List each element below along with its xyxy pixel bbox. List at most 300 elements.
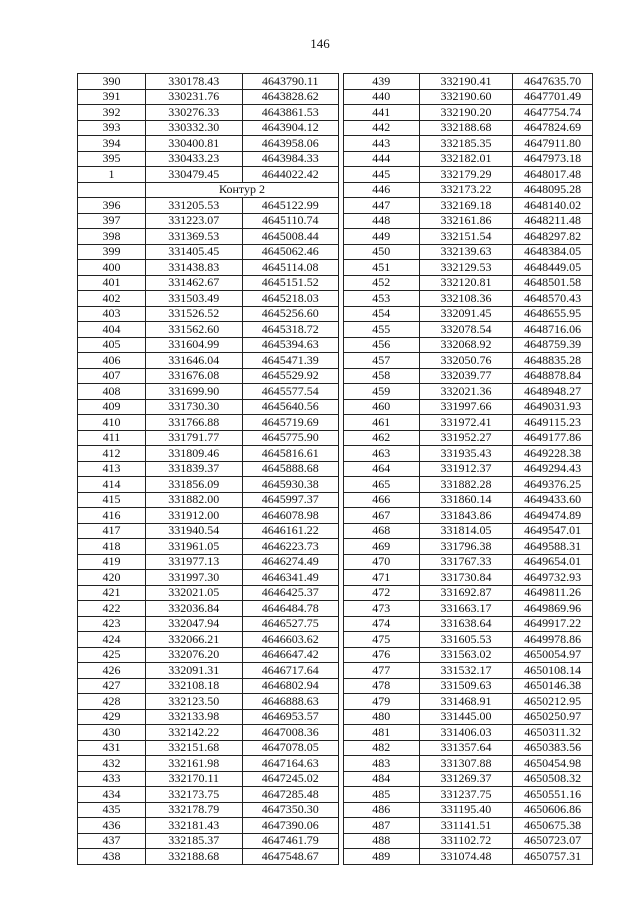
x-coordinate-cell: 332039.77 bbox=[419, 368, 513, 384]
table-row bbox=[78, 709, 339, 725]
point-number-cell: 440 bbox=[344, 89, 420, 105]
table-row bbox=[78, 508, 339, 524]
y-coordinate-cell: 4643790.11 bbox=[242, 74, 339, 90]
y-coordinate-cell: 4647548.67 bbox=[242, 849, 339, 865]
y-coordinate-cell: 4645008.44 bbox=[242, 229, 339, 245]
y-coordinate-cell: 4648017.48 bbox=[513, 167, 593, 183]
table-row bbox=[344, 647, 593, 663]
y-coordinate-cell: 4644022.42 bbox=[242, 167, 339, 183]
point-number-cell: 469 bbox=[344, 539, 420, 555]
table-row bbox=[78, 632, 339, 648]
x-coordinate-cell: 331796.38 bbox=[419, 539, 513, 555]
x-coordinate-cell: 331961.05 bbox=[146, 539, 242, 555]
y-coordinate-cell: 4645775.90 bbox=[242, 430, 339, 446]
table-row bbox=[78, 89, 339, 105]
point-number-cell: 427 bbox=[78, 678, 146, 694]
table-row bbox=[78, 585, 339, 601]
point-number-cell: 474 bbox=[344, 616, 420, 632]
x-coordinate-cell: 332091.45 bbox=[419, 306, 513, 322]
x-coordinate-cell: 331860.14 bbox=[419, 492, 513, 508]
point-number-cell: 445 bbox=[344, 167, 420, 183]
x-coordinate-cell: 332151.54 bbox=[419, 229, 513, 245]
point-number-cell: 428 bbox=[78, 694, 146, 710]
y-coordinate-cell: 4648759.39 bbox=[513, 337, 593, 353]
x-coordinate-cell: 331102.72 bbox=[419, 833, 513, 849]
x-coordinate-cell: 331205.53 bbox=[146, 198, 242, 214]
coordinates-table-right bbox=[343, 73, 593, 865]
point-number-cell: 488 bbox=[344, 833, 420, 849]
y-coordinate-cell: 4647973.18 bbox=[513, 151, 593, 167]
table-row bbox=[78, 756, 339, 772]
x-coordinate-cell: 332078.54 bbox=[419, 322, 513, 338]
x-coordinate-cell: 332179.29 bbox=[419, 167, 513, 183]
y-coordinate-cell: 4647701.49 bbox=[513, 89, 593, 105]
y-coordinate-cell: 4647008.36 bbox=[242, 725, 339, 741]
x-coordinate-cell: 331509.63 bbox=[419, 678, 513, 694]
x-coordinate-cell: 332170.11 bbox=[146, 771, 242, 787]
y-coordinate-cell: 4647285.48 bbox=[242, 787, 339, 803]
table-row bbox=[344, 74, 593, 90]
table-row bbox=[78, 678, 339, 694]
x-coordinate-cell: 331692.87 bbox=[419, 585, 513, 601]
x-coordinate-cell: 331369.53 bbox=[146, 229, 242, 245]
y-coordinate-cell: 4645577.54 bbox=[242, 384, 339, 400]
point-number-cell: 465 bbox=[344, 477, 420, 493]
table-row bbox=[78, 771, 339, 787]
point-number-cell: 457 bbox=[344, 353, 420, 369]
y-coordinate-cell: 4649978.86 bbox=[513, 632, 593, 648]
y-coordinate-cell: 4649177.86 bbox=[513, 430, 593, 446]
x-coordinate-cell: 332185.35 bbox=[419, 136, 513, 152]
point-number-cell: 480 bbox=[344, 709, 420, 725]
table-row bbox=[344, 291, 593, 307]
table-row bbox=[78, 601, 339, 617]
y-coordinate-cell: 4645110.74 bbox=[242, 213, 339, 229]
point-number-cell: 396 bbox=[78, 198, 146, 214]
x-coordinate-cell: 331843.86 bbox=[419, 508, 513, 524]
x-coordinate-cell: 331977.13 bbox=[146, 554, 242, 570]
x-coordinate-cell: 331526.52 bbox=[146, 306, 242, 322]
y-coordinate-cell: 4649294.43 bbox=[513, 461, 593, 477]
y-coordinate-cell: 4646341.49 bbox=[242, 570, 339, 586]
y-coordinate-cell: 4650675.38 bbox=[513, 818, 593, 834]
point-number-cell: 451 bbox=[344, 260, 420, 276]
table-row bbox=[344, 756, 593, 772]
table-row bbox=[344, 182, 593, 198]
x-coordinate-cell: 331406.03 bbox=[419, 725, 513, 741]
y-coordinate-cell: 4647461.79 bbox=[242, 833, 339, 849]
x-coordinate-cell: 332142.22 bbox=[146, 725, 242, 741]
x-coordinate-cell: 331997.66 bbox=[419, 399, 513, 415]
y-coordinate-cell: 4643828.62 bbox=[242, 89, 339, 105]
point-number-cell: 416 bbox=[78, 508, 146, 524]
y-coordinate-cell: 4649811.26 bbox=[513, 585, 593, 601]
table-row bbox=[344, 585, 593, 601]
y-coordinate-cell: 4650108.14 bbox=[513, 663, 593, 679]
x-coordinate-cell: 332161.98 bbox=[146, 756, 242, 772]
y-coordinate-cell: 4643904.12 bbox=[242, 120, 339, 136]
y-coordinate-cell: 4650508.32 bbox=[513, 771, 593, 787]
x-coordinate-cell: 331563.02 bbox=[419, 647, 513, 663]
y-coordinate-cell: 4643984.33 bbox=[242, 151, 339, 167]
point-number-cell: 438 bbox=[78, 849, 146, 865]
table-row bbox=[344, 477, 593, 493]
x-coordinate-cell: 332173.22 bbox=[419, 182, 513, 198]
y-coordinate-cell: 4649588.31 bbox=[513, 539, 593, 555]
table-row bbox=[78, 740, 339, 756]
table-row bbox=[344, 384, 593, 400]
x-coordinate-cell: 332036.84 bbox=[146, 601, 242, 617]
table-row bbox=[344, 802, 593, 818]
y-coordinate-cell: 4650383.56 bbox=[513, 740, 593, 756]
y-coordinate-cell: 4649547.01 bbox=[513, 523, 593, 539]
y-coordinate-cell: 4645114.08 bbox=[242, 260, 339, 276]
x-coordinate-cell: 331856.09 bbox=[146, 477, 242, 493]
x-coordinate-cell: 331809.46 bbox=[146, 446, 242, 462]
table-row bbox=[78, 818, 339, 834]
table-row bbox=[344, 198, 593, 214]
x-coordinate-cell: 332108.36 bbox=[419, 291, 513, 307]
point-number-cell: 406 bbox=[78, 353, 146, 369]
contour-heading: Контур 2 bbox=[146, 182, 339, 198]
table-row bbox=[78, 477, 339, 493]
table-row bbox=[344, 275, 593, 291]
table-row bbox=[344, 570, 593, 586]
y-coordinate-cell: 4645997.37 bbox=[242, 492, 339, 508]
table-row bbox=[344, 306, 593, 322]
y-coordinate-cell: 4647245.02 bbox=[242, 771, 339, 787]
x-coordinate-cell: 330332.30 bbox=[146, 120, 242, 136]
x-coordinate-cell: 331604.99 bbox=[146, 337, 242, 353]
table-row bbox=[344, 244, 593, 260]
x-coordinate-cell: 332091.31 bbox=[146, 663, 242, 679]
point-number-cell: 458 bbox=[344, 368, 420, 384]
table-row bbox=[78, 787, 339, 803]
point-number-cell: 455 bbox=[344, 322, 420, 338]
point-number-cell: 425 bbox=[78, 647, 146, 663]
x-coordinate-cell: 331766.88 bbox=[146, 415, 242, 431]
y-coordinate-cell: 4650250.97 bbox=[513, 709, 593, 725]
table-row bbox=[344, 368, 593, 384]
table-row bbox=[78, 616, 339, 632]
table-row bbox=[344, 616, 593, 632]
table-row bbox=[344, 709, 593, 725]
x-coordinate-cell: 331663.17 bbox=[419, 601, 513, 617]
x-coordinate-cell: 330231.76 bbox=[146, 89, 242, 105]
x-coordinate-cell: 331882.28 bbox=[419, 477, 513, 493]
y-coordinate-cell: 4645256.60 bbox=[242, 306, 339, 322]
point-number-cell: 400 bbox=[78, 260, 146, 276]
y-coordinate-cell: 4650054.97 bbox=[513, 647, 593, 663]
y-coordinate-cell: 4646274.49 bbox=[242, 554, 339, 570]
table-row bbox=[78, 353, 339, 369]
y-coordinate-cell: 4650757.31 bbox=[513, 849, 593, 865]
y-coordinate-cell: 4645062.46 bbox=[242, 244, 339, 260]
y-coordinate-cell: 4646717.64 bbox=[242, 663, 339, 679]
point-number-cell: 435 bbox=[78, 802, 146, 818]
table-row bbox=[344, 771, 593, 787]
x-coordinate-cell: 331676.08 bbox=[146, 368, 242, 384]
table-row bbox=[78, 415, 339, 431]
x-coordinate-cell: 331997.30 bbox=[146, 570, 242, 586]
point-number-cell: 466 bbox=[344, 492, 420, 508]
y-coordinate-cell: 4645122.99 bbox=[242, 198, 339, 214]
x-coordinate-cell: 330400.81 bbox=[146, 136, 242, 152]
x-coordinate-cell: 332123.50 bbox=[146, 694, 242, 710]
table-row bbox=[344, 89, 593, 105]
x-coordinate-cell: 332021.05 bbox=[146, 585, 242, 601]
table-row bbox=[78, 446, 339, 462]
x-coordinate-cell: 332178.79 bbox=[146, 802, 242, 818]
point-number-cell: 483 bbox=[344, 756, 420, 772]
point-number-cell: 436 bbox=[78, 818, 146, 834]
table-row bbox=[78, 229, 339, 245]
y-coordinate-cell: 4650551.16 bbox=[513, 787, 593, 803]
y-coordinate-cell: 4650146.38 bbox=[513, 678, 593, 694]
x-coordinate-cell: 331912.37 bbox=[419, 461, 513, 477]
y-coordinate-cell: 4649474.89 bbox=[513, 508, 593, 524]
x-coordinate-cell: 331532.17 bbox=[419, 663, 513, 679]
y-coordinate-cell: 4647350.30 bbox=[242, 802, 339, 818]
y-coordinate-cell: 4649433.60 bbox=[513, 492, 593, 508]
point-number-cell: 473 bbox=[344, 601, 420, 617]
point-number-cell: 475 bbox=[344, 632, 420, 648]
x-coordinate-cell: 331445.00 bbox=[419, 709, 513, 725]
point-number-cell: 467 bbox=[344, 508, 420, 524]
x-coordinate-cell: 330276.33 bbox=[146, 105, 242, 121]
table-row bbox=[78, 647, 339, 663]
table-row bbox=[78, 275, 339, 291]
table-row bbox=[344, 523, 593, 539]
point-number-cell: 410 bbox=[78, 415, 146, 431]
y-coordinate-cell: 4646953.57 bbox=[242, 709, 339, 725]
y-coordinate-cell: 4645218.03 bbox=[242, 291, 339, 307]
table-row bbox=[344, 136, 593, 152]
y-coordinate-cell: 4648140.02 bbox=[513, 198, 593, 214]
point-number-cell: 426 bbox=[78, 663, 146, 679]
x-coordinate-cell: 331912.00 bbox=[146, 508, 242, 524]
x-coordinate-cell: 331074.48 bbox=[419, 849, 513, 865]
y-coordinate-cell: 4648835.28 bbox=[513, 353, 593, 369]
y-coordinate-cell: 4650454.98 bbox=[513, 756, 593, 772]
table-row bbox=[344, 678, 593, 694]
table-row bbox=[344, 833, 593, 849]
x-coordinate-cell: 332050.76 bbox=[419, 353, 513, 369]
x-coordinate-cell: 331839.37 bbox=[146, 461, 242, 477]
y-coordinate-cell: 4647754.74 bbox=[513, 105, 593, 121]
point-number-cell: 409 bbox=[78, 399, 146, 415]
y-coordinate-cell: 4648095.28 bbox=[513, 182, 593, 198]
point-number-cell: 412 bbox=[78, 446, 146, 462]
table-row bbox=[78, 136, 339, 152]
table-row bbox=[344, 461, 593, 477]
x-coordinate-cell: 330479.45 bbox=[146, 167, 242, 183]
x-coordinate-cell: 331972.41 bbox=[419, 415, 513, 431]
table-row bbox=[78, 368, 339, 384]
point-number-cell: 459 bbox=[344, 384, 420, 400]
table-row bbox=[78, 151, 339, 167]
x-coordinate-cell: 332169.18 bbox=[419, 198, 513, 214]
table-row bbox=[344, 849, 593, 865]
y-coordinate-cell: 4645930.38 bbox=[242, 477, 339, 493]
point-number-cell: 444 bbox=[344, 151, 420, 167]
y-coordinate-cell: 4650311.32 bbox=[513, 725, 593, 741]
table-row bbox=[78, 260, 339, 276]
x-coordinate-cell: 332190.20 bbox=[419, 105, 513, 121]
x-coordinate-cell: 331605.53 bbox=[419, 632, 513, 648]
x-coordinate-cell: 331767.33 bbox=[419, 554, 513, 570]
point-number-cell: 489 bbox=[344, 849, 420, 865]
point-number-cell: 397 bbox=[78, 213, 146, 229]
point-number-cell: 468 bbox=[344, 523, 420, 539]
table-row bbox=[78, 322, 339, 338]
point-number-cell: 391 bbox=[78, 89, 146, 105]
point-number-cell: 411 bbox=[78, 430, 146, 446]
y-coordinate-cell: 4648501.58 bbox=[513, 275, 593, 291]
point-number-cell: 448 bbox=[344, 213, 420, 229]
y-coordinate-cell: 4646647.42 bbox=[242, 647, 339, 663]
y-coordinate-cell: 4649031.93 bbox=[513, 399, 593, 415]
y-coordinate-cell: 4650212.95 bbox=[513, 694, 593, 710]
x-coordinate-cell: 330433.23 bbox=[146, 151, 242, 167]
point-number-cell: 452 bbox=[344, 275, 420, 291]
point-number-cell: 390 bbox=[78, 74, 146, 90]
point-number-cell: 401 bbox=[78, 275, 146, 291]
point-number-cell: 419 bbox=[78, 554, 146, 570]
table-row bbox=[344, 508, 593, 524]
y-coordinate-cell: 4646484.78 bbox=[242, 601, 339, 617]
x-coordinate-cell: 331935.43 bbox=[419, 446, 513, 462]
x-coordinate-cell: 331307.88 bbox=[419, 756, 513, 772]
x-coordinate-cell: 331730.30 bbox=[146, 399, 242, 415]
point-number-cell: 429 bbox=[78, 709, 146, 725]
x-coordinate-cell: 331405.45 bbox=[146, 244, 242, 260]
x-coordinate-cell: 331462.67 bbox=[146, 275, 242, 291]
y-coordinate-cell: 4646223.73 bbox=[242, 539, 339, 555]
y-coordinate-cell: 4649917.22 bbox=[513, 616, 593, 632]
point-number-cell: 450 bbox=[344, 244, 420, 260]
y-coordinate-cell: 4647078.05 bbox=[242, 740, 339, 756]
table-row bbox=[78, 430, 339, 446]
table-row bbox=[344, 260, 593, 276]
point-number-cell: 481 bbox=[344, 725, 420, 741]
point-number-cell: 415 bbox=[78, 492, 146, 508]
point-number-cell: 453 bbox=[344, 291, 420, 307]
point-number-cell: 463 bbox=[344, 446, 420, 462]
point-number-cell: 420 bbox=[78, 570, 146, 586]
table-row bbox=[344, 213, 593, 229]
point-number-cell: 479 bbox=[344, 694, 420, 710]
y-coordinate-cell: 4648384.05 bbox=[513, 244, 593, 260]
y-coordinate-cell: 4646078.98 bbox=[242, 508, 339, 524]
x-coordinate-cell: 331940.54 bbox=[146, 523, 242, 539]
table-row bbox=[344, 229, 593, 245]
point-number-cell: 454 bbox=[344, 306, 420, 322]
table-row bbox=[78, 167, 339, 183]
table-row bbox=[78, 105, 339, 121]
y-coordinate-cell: 4647635.70 bbox=[513, 74, 593, 90]
point-number-cell: 482 bbox=[344, 740, 420, 756]
table-row bbox=[78, 198, 339, 214]
point-number-cell: 398 bbox=[78, 229, 146, 245]
point-number-cell: 404 bbox=[78, 322, 146, 338]
y-coordinate-cell: 4646425.37 bbox=[242, 585, 339, 601]
x-coordinate-cell: 332173.75 bbox=[146, 787, 242, 803]
y-coordinate-cell: 4647911.80 bbox=[513, 136, 593, 152]
table-row bbox=[78, 120, 339, 136]
x-coordinate-cell: 331438.83 bbox=[146, 260, 242, 276]
point-number-cell: 476 bbox=[344, 647, 420, 663]
y-coordinate-cell: 4649115.23 bbox=[513, 415, 593, 431]
table-row bbox=[344, 151, 593, 167]
table-row bbox=[344, 446, 593, 462]
point-number-cell: 447 bbox=[344, 198, 420, 214]
table-row bbox=[344, 632, 593, 648]
y-coordinate-cell: 4645394.63 bbox=[242, 337, 339, 353]
y-coordinate-cell: 4646161.22 bbox=[242, 523, 339, 539]
x-coordinate-cell: 331638.64 bbox=[419, 616, 513, 632]
table-row bbox=[344, 120, 593, 136]
table-row bbox=[78, 213, 339, 229]
point-number-cell: 418 bbox=[78, 539, 146, 555]
y-coordinate-cell: 4648948.27 bbox=[513, 384, 593, 400]
x-coordinate-cell: 331503.49 bbox=[146, 291, 242, 307]
x-coordinate-cell: 331269.37 bbox=[419, 771, 513, 787]
table-row bbox=[78, 182, 339, 198]
y-coordinate-cell: 4646802.94 bbox=[242, 678, 339, 694]
x-coordinate-cell: 332133.98 bbox=[146, 709, 242, 725]
table-row bbox=[344, 694, 593, 710]
x-coordinate-cell: 331141.51 bbox=[419, 818, 513, 834]
point-number-cell: 402 bbox=[78, 291, 146, 307]
table-row bbox=[78, 492, 339, 508]
point-number-cell: 434 bbox=[78, 787, 146, 803]
point-number-cell: 422 bbox=[78, 601, 146, 617]
point-number-cell: 485 bbox=[344, 787, 420, 803]
point-number-cell: 478 bbox=[344, 678, 420, 694]
point-number-cell: 413 bbox=[78, 461, 146, 477]
point-number-cell: 399 bbox=[78, 244, 146, 260]
y-coordinate-cell: 4648716.06 bbox=[513, 322, 593, 338]
x-coordinate-cell: 331562.60 bbox=[146, 322, 242, 338]
table-row bbox=[344, 415, 593, 431]
y-coordinate-cell: 4643861.53 bbox=[242, 105, 339, 121]
x-coordinate-cell: 332161.86 bbox=[419, 213, 513, 229]
point-number-cell: 433 bbox=[78, 771, 146, 787]
y-coordinate-cell: 4648570.43 bbox=[513, 291, 593, 307]
x-coordinate-cell: 331814.05 bbox=[419, 523, 513, 539]
table-row bbox=[78, 849, 339, 865]
x-coordinate-cell: 331952.27 bbox=[419, 430, 513, 446]
point-number-cell: 431 bbox=[78, 740, 146, 756]
y-coordinate-cell: 4646527.75 bbox=[242, 616, 339, 632]
table-row bbox=[78, 694, 339, 710]
y-coordinate-cell: 4645471.39 bbox=[242, 353, 339, 369]
point-number-cell: 486 bbox=[344, 802, 420, 818]
point-number-cell: 464 bbox=[344, 461, 420, 477]
x-coordinate-cell: 331357.64 bbox=[419, 740, 513, 756]
table-row bbox=[78, 461, 339, 477]
point-number-cell: 395 bbox=[78, 151, 146, 167]
point-number-cell: 456 bbox=[344, 337, 420, 353]
y-coordinate-cell: 4645318.72 bbox=[242, 322, 339, 338]
table-row bbox=[78, 291, 339, 307]
x-coordinate-cell: 332021.36 bbox=[419, 384, 513, 400]
y-coordinate-cell: 4647390.06 bbox=[242, 818, 339, 834]
point-number-cell: 462 bbox=[344, 430, 420, 446]
y-coordinate-cell: 4645151.52 bbox=[242, 275, 339, 291]
table-row bbox=[78, 306, 339, 322]
